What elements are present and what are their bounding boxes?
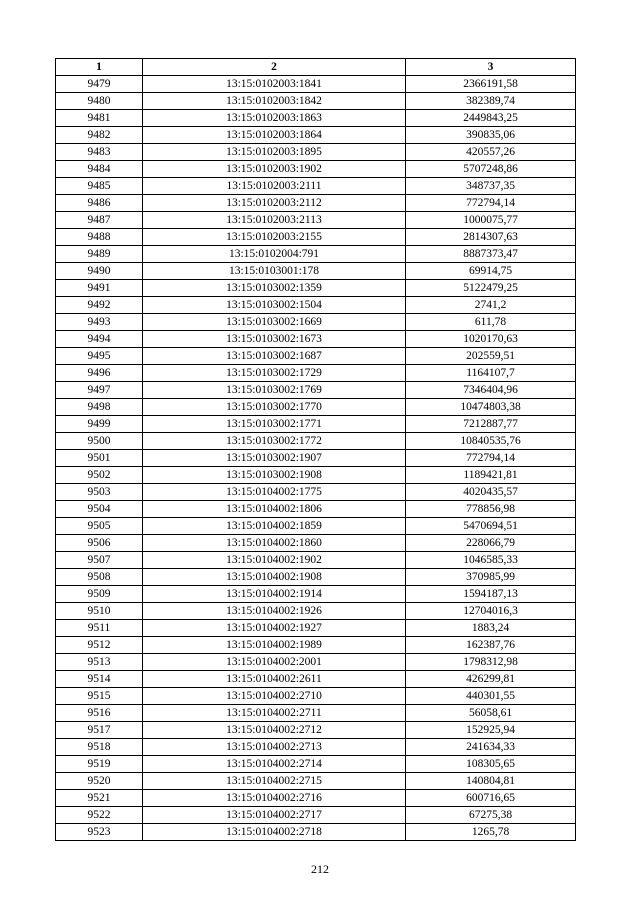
table-cell-col-3: 778856,98 xyxy=(406,501,576,518)
table-row xyxy=(56,620,576,637)
table-row xyxy=(56,314,576,331)
table-cell-col-2: 13:15:0104002:1989 xyxy=(143,637,406,654)
table-cell-col-3: 202559,51 xyxy=(406,348,576,365)
table-row xyxy=(56,688,576,705)
table-row xyxy=(56,756,576,773)
table-cell-col-3: 382389,74 xyxy=(406,93,576,110)
table-cell-col-2: 13:15:0102003:1841 xyxy=(143,76,406,93)
table-cell-col-1: 9501 xyxy=(56,450,143,467)
table-row xyxy=(56,773,576,790)
table-cell-col-1: 9498 xyxy=(56,399,143,416)
table-row xyxy=(56,178,576,195)
table-cell-col-3: 4020435,57 xyxy=(406,484,576,501)
table-cell-col-2: 13:15:0104002:1902 xyxy=(143,552,406,569)
table-cell-col-2: 13:15:0102003:2112 xyxy=(143,195,406,212)
table-cell-col-3: 1000075,77 xyxy=(406,212,576,229)
table-cell-col-3: 426299,81 xyxy=(406,671,576,688)
table-cell-col-1: 9486 xyxy=(56,195,143,212)
table-cell-col-1: 9488 xyxy=(56,229,143,246)
table-cell-col-2: 13:15:0102003:2113 xyxy=(143,212,406,229)
table-cell-col-1: 9515 xyxy=(56,688,143,705)
table-cell-col-1: 9517 xyxy=(56,722,143,739)
table-row xyxy=(56,76,576,93)
page-number: 212 xyxy=(311,862,329,876)
table-cell-col-1: 9504 xyxy=(56,501,143,518)
table-cell-col-1: 9481 xyxy=(56,110,143,127)
table-cell-col-1: 9508 xyxy=(56,569,143,586)
table-row xyxy=(56,586,576,603)
table-row xyxy=(56,212,576,229)
table-cell-col-2: 13:15:0104002:1859 xyxy=(143,518,406,535)
table-cell-col-1: 9484 xyxy=(56,161,143,178)
table-cell-col-2: 13:15:0104002:1860 xyxy=(143,535,406,552)
table-cell-col-1: 9487 xyxy=(56,212,143,229)
table-cell-col-1: 9489 xyxy=(56,246,143,263)
table-cell-col-1: 9507 xyxy=(56,552,143,569)
table-row xyxy=(56,467,576,484)
table-row xyxy=(56,790,576,807)
table-cell-col-2: 13:15:0103002:1729 xyxy=(143,365,406,382)
table-cell-col-3: 611,78 xyxy=(406,314,576,331)
table-cell-col-3: 1265,78 xyxy=(406,824,576,841)
table-cell-col-3: 2741,2 xyxy=(406,297,576,314)
table-cell-col-3: 772794,14 xyxy=(406,450,576,467)
table-cell-col-2: 13:15:0103002:1669 xyxy=(143,314,406,331)
header-cell-1: 1 xyxy=(56,59,143,76)
table-cell-col-1: 9514 xyxy=(56,671,143,688)
table-cell-col-3: 140804,81 xyxy=(406,773,576,790)
table-row xyxy=(56,433,576,450)
table-cell-col-3: 1046585,33 xyxy=(406,552,576,569)
table-cell-col-3: 56058,61 xyxy=(406,705,576,722)
table-cell-col-1: 9523 xyxy=(56,824,143,841)
table-row xyxy=(56,382,576,399)
table-cell-col-2: 13:15:0104002:1908 xyxy=(143,569,406,586)
table-cell-col-3: 162387,76 xyxy=(406,637,576,654)
table-row xyxy=(56,280,576,297)
table-cell-col-1: 9521 xyxy=(56,790,143,807)
table-cell-col-3: 370985,99 xyxy=(406,569,576,586)
table-cell-col-3: 1798312,98 xyxy=(406,654,576,671)
table-cell-col-2: 13:15:0104002:2712 xyxy=(143,722,406,739)
table-row xyxy=(56,739,576,756)
table-cell-col-2: 13:15:0103002:1769 xyxy=(143,382,406,399)
table-cell-col-1: 9497 xyxy=(56,382,143,399)
table-cell-col-1: 9505 xyxy=(56,518,143,535)
table-cell-col-1: 9502 xyxy=(56,467,143,484)
table-cell-col-2: 13:15:0103002:1673 xyxy=(143,331,406,348)
table-cell-col-2: 13:15:0104002:1775 xyxy=(143,484,406,501)
table-cell-col-2: 13:15:0103002:1504 xyxy=(143,297,406,314)
table-cell-col-2: 13:15:0104002:2710 xyxy=(143,688,406,705)
table-cell-col-1: 9495 xyxy=(56,348,143,365)
table-cell-col-3: 5707248,86 xyxy=(406,161,576,178)
table-cell-col-1: 9520 xyxy=(56,773,143,790)
table-cell-col-3: 600716,65 xyxy=(406,790,576,807)
table-cell-col-2: 13:15:0103002:1908 xyxy=(143,467,406,484)
table-cell-col-2: 13:15:0104002:2711 xyxy=(143,705,406,722)
table-row xyxy=(56,263,576,280)
table-cell-col-2: 13:15:0102004:791 xyxy=(143,246,406,263)
table-cell-col-2: 13:15:0104002:1914 xyxy=(143,586,406,603)
table-cell-col-1: 9491 xyxy=(56,280,143,297)
table-cell-col-1: 9518 xyxy=(56,739,143,756)
table-cell-col-1: 9493 xyxy=(56,314,143,331)
table-row xyxy=(56,807,576,824)
table-row xyxy=(56,654,576,671)
table-cell-col-3: 7346404,96 xyxy=(406,382,576,399)
table-cell-col-1: 9516 xyxy=(56,705,143,722)
table-row xyxy=(56,671,576,688)
table-cell-col-3: 5122479,25 xyxy=(406,280,576,297)
table-cell-col-2: 13:15:0104002:2714 xyxy=(143,756,406,773)
table-cell-col-1: 9499 xyxy=(56,416,143,433)
table-cell-col-3: 12704016,3 xyxy=(406,603,576,620)
table-cell-col-3: 440301,55 xyxy=(406,688,576,705)
table-cell-col-2: 13:15:0104002:1926 xyxy=(143,603,406,620)
table-row xyxy=(56,722,576,739)
table-row xyxy=(56,161,576,178)
table-row xyxy=(56,144,576,161)
table-cell-col-2: 13:15:0104002:2715 xyxy=(143,773,406,790)
table-cell-col-3: 1189421,81 xyxy=(406,467,576,484)
table-row xyxy=(56,484,576,501)
table-cell-col-3: 1883,24 xyxy=(406,620,576,637)
table-cell-col-2: 13:15:0104002:1927 xyxy=(143,620,406,637)
table-row xyxy=(56,637,576,654)
table-row xyxy=(56,535,576,552)
table-row xyxy=(56,569,576,586)
table-cell-col-3: 1020170,63 xyxy=(406,331,576,348)
table-cell-col-1: 9483 xyxy=(56,144,143,161)
table-cell-col-1: 9500 xyxy=(56,433,143,450)
table-cell-col-3: 241634,33 xyxy=(406,739,576,756)
table-cell-col-1: 9522 xyxy=(56,807,143,824)
table-cell-col-1: 9485 xyxy=(56,178,143,195)
table-cell-col-3: 772794,14 xyxy=(406,195,576,212)
table-cell-col-1: 9480 xyxy=(56,93,143,110)
table-cell-col-2: 13:15:0103002:1772 xyxy=(143,433,406,450)
header-cell-2: 2 xyxy=(143,59,406,76)
table-row xyxy=(56,246,576,263)
table-cell-col-2: 13:15:0103002:1907 xyxy=(143,450,406,467)
table-cell-col-2: 13:15:0104002:2001 xyxy=(143,654,406,671)
table-cell-col-3: 2449843,25 xyxy=(406,110,576,127)
table-row xyxy=(56,110,576,127)
table-cell-col-1: 9513 xyxy=(56,654,143,671)
table-cell-col-3: 228066,79 xyxy=(406,535,576,552)
table-cell-col-3: 69914,75 xyxy=(406,263,576,280)
table-row xyxy=(56,195,576,212)
table-cell-col-2: 13:15:0104002:2611 xyxy=(143,671,406,688)
table-cell-col-2: 13:15:0102003:1864 xyxy=(143,127,406,144)
table-cell-col-2: 13:15:0102003:1842 xyxy=(143,93,406,110)
table-cell-col-2: 13:15:0104002:2717 xyxy=(143,807,406,824)
table-cell-col-3: 5470694,51 xyxy=(406,518,576,535)
table-cell-col-1: 9511 xyxy=(56,620,143,637)
table-cell-col-2: 13:15:0102003:2155 xyxy=(143,229,406,246)
table-cell-col-1: 9510 xyxy=(56,603,143,620)
table-row xyxy=(56,365,576,382)
table-cell-col-1: 9496 xyxy=(56,365,143,382)
table-cell-col-3: 10840535,76 xyxy=(406,433,576,450)
table-header xyxy=(56,59,576,76)
table-cell-col-3: 67275,38 xyxy=(406,807,576,824)
table-cell-col-3: 390835,06 xyxy=(406,127,576,144)
table-cell-col-3: 10474803,38 xyxy=(406,399,576,416)
table-cell-col-2: 13:15:0102003:1895 xyxy=(143,144,406,161)
table-cell-col-3: 2814307,63 xyxy=(406,229,576,246)
table-cell-col-2: 13:15:0104002:2718 xyxy=(143,824,406,841)
table-cell-col-1: 9490 xyxy=(56,263,143,280)
table-cell-col-1: 9482 xyxy=(56,127,143,144)
table-row xyxy=(56,93,576,110)
table-row xyxy=(56,450,576,467)
table-cell-col-2: 13:15:0103001:178 xyxy=(143,263,406,280)
table-row xyxy=(56,331,576,348)
table-cell-col-2: 13:15:0104002:1806 xyxy=(143,501,406,518)
table-row xyxy=(56,229,576,246)
table-row xyxy=(56,348,576,365)
table-cell-col-3: 1164107,7 xyxy=(406,365,576,382)
table-cell-col-3: 8887373,47 xyxy=(406,246,576,263)
table-cell-col-2: 13:15:0104002:2713 xyxy=(143,739,406,756)
table-cell-col-1: 9519 xyxy=(56,756,143,773)
table-row xyxy=(56,399,576,416)
table-cell-col-3: 108305,65 xyxy=(406,756,576,773)
table-cell-col-2: 13:15:0102003:1902 xyxy=(143,161,406,178)
table-row xyxy=(56,705,576,722)
table-cell-col-1: 9506 xyxy=(56,535,143,552)
table-cell-col-1: 9503 xyxy=(56,484,143,501)
table-cell-col-1: 9512 xyxy=(56,637,143,654)
table-cell-col-1: 9509 xyxy=(56,586,143,603)
table-cell-col-2: 13:15:0102003:2111 xyxy=(143,178,406,195)
table-row xyxy=(56,603,576,620)
table-body xyxy=(56,76,576,841)
table-row xyxy=(56,501,576,518)
table-row xyxy=(56,518,576,535)
table-cell-col-3: 348737,35 xyxy=(406,178,576,195)
table-cell-col-2: 13:15:0104002:2716 xyxy=(143,790,406,807)
table-cell-col-3: 420557,26 xyxy=(406,144,576,161)
table-cell-col-3: 7212887,77 xyxy=(406,416,576,433)
table-row xyxy=(56,127,576,144)
table-cell-col-1: 9479 xyxy=(56,76,143,93)
table-cell-col-1: 9494 xyxy=(56,331,143,348)
table-cell-col-2: 13:15:0102003:1863 xyxy=(143,110,406,127)
table-cell-col-1: 9492 xyxy=(56,297,143,314)
table-row xyxy=(56,552,576,569)
table-cell-col-2: 13:15:0103002:1687 xyxy=(143,348,406,365)
table-row xyxy=(56,297,576,314)
header-cell-3: 3 xyxy=(406,59,576,76)
table-cell-col-2: 13:15:0103002:1771 xyxy=(143,416,406,433)
table-row xyxy=(56,416,576,433)
table-cell-col-2: 13:15:0103002:1359 xyxy=(143,280,406,297)
table-cell-col-3: 1594187,13 xyxy=(406,586,576,603)
table-cell-col-2: 13:15:0103002:1770 xyxy=(143,399,406,416)
header-row xyxy=(56,59,576,76)
table-cell-col-3: 152925,94 xyxy=(406,722,576,739)
data-table xyxy=(55,58,576,841)
table-cell-col-3: 2366191,58 xyxy=(406,76,576,93)
table-row xyxy=(56,824,576,841)
